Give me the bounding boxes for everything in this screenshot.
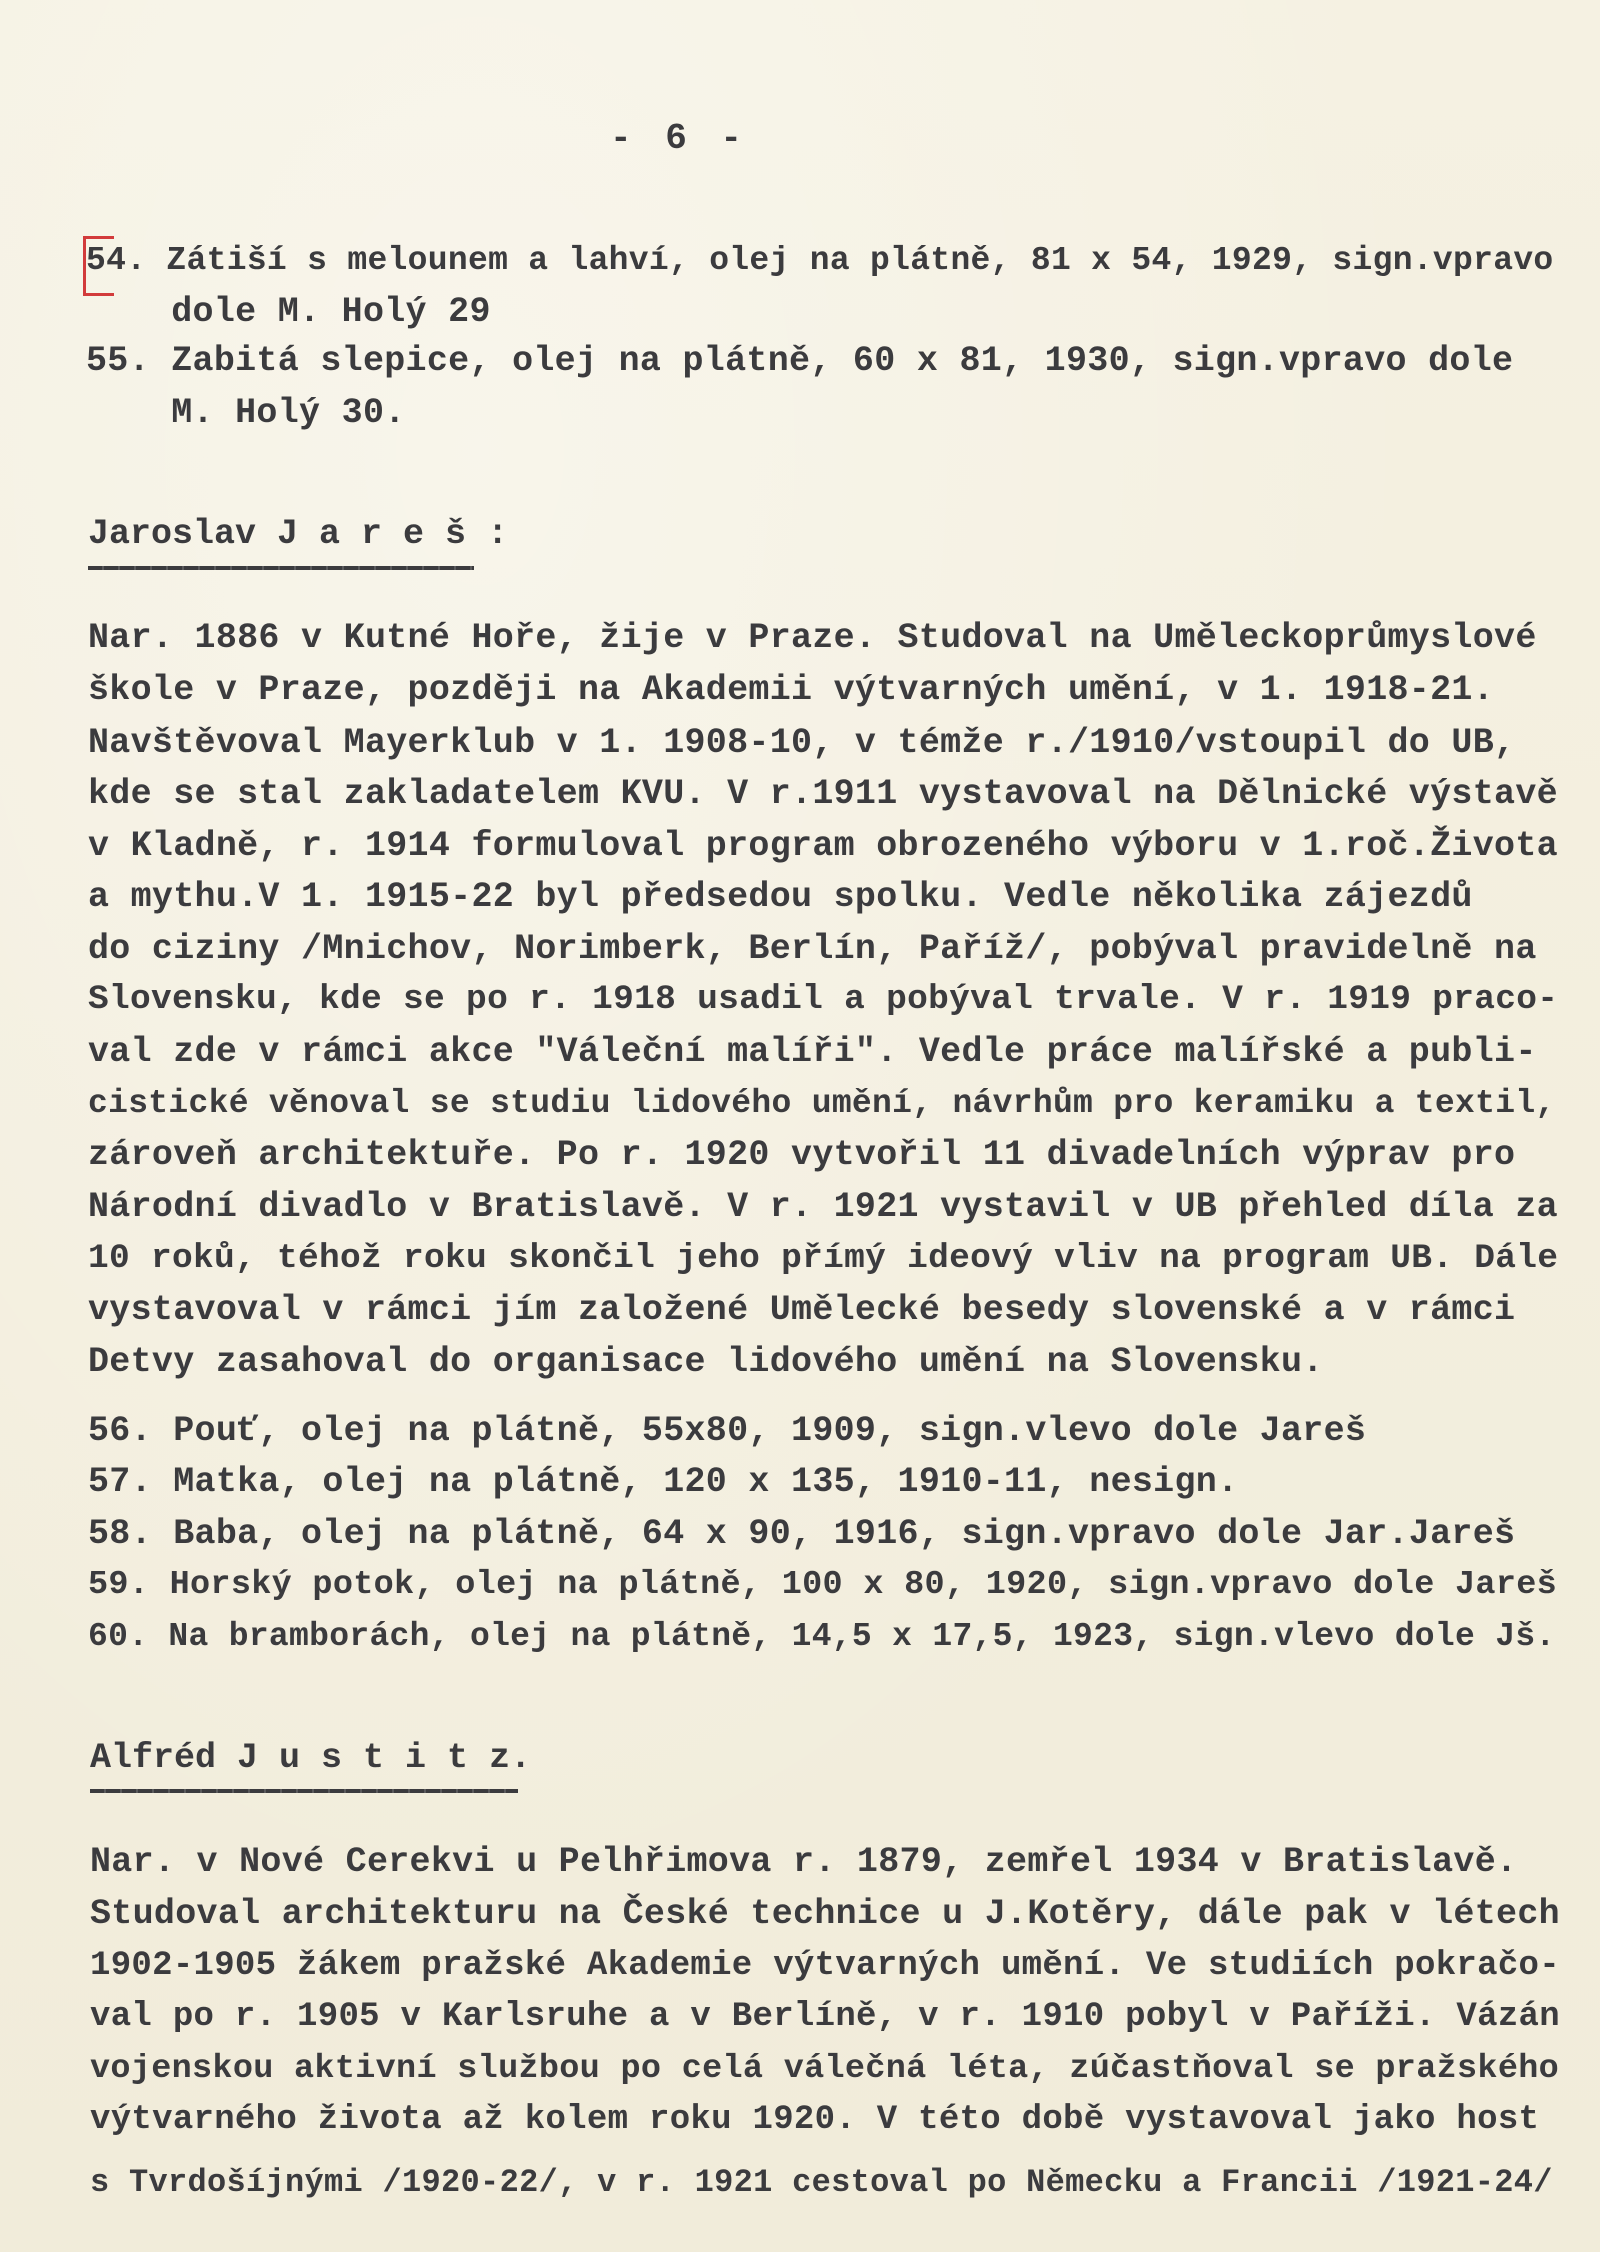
bio-line: val zde v rámci akce "Váleční malíři". Vedle práce malířské a publi- [88,1032,1537,1072]
bio-line: výtvarného života až kolem roku 1920. V této době vystavoval jako host [90,2101,1540,2139]
page-number: - 6 - [610,118,749,159]
bio-line: Nar. v Nové Cerekvi u Pelhřimova r. 1879, zemřel 1934 v Bratislavě. [90,1842,1518,1882]
bio-line: 1902-1905 žákem pražské Akademie výtvarných umění. Ve studiích pokračo- [90,1947,1560,1985]
bio-line: kde se stal zakladatelem KVU. V r.1911 vystavoval na Dělnické výstavě [88,774,1558,814]
bio-line: Slovensku, kde se po r. 1918 usadil a pobýval trvale. V r. 1919 praco- [88,980,1559,1019]
entry-line: dole M. Holý 29 [86,292,491,332]
bio-line: Navštěvoval Mayerklub v 1. 1908-10, v témže r./1910/vstoupil do UB, [88,723,1516,763]
bio-line: s Tvrdošíjnými /1920-22/, v r. 1921 cestoval po Německu a Francii /1921-24/ [90,2164,1553,2201]
work-item: 59. Horský potok, olej na plátně, 100 x 80, 1920, sign.vpravo dole Jareš [88,1566,1558,1604]
entry-line: M. Holý 30. [86,393,406,433]
bio-line: vystavoval v rámci jím založené Umělecké besedy slovenské a v rámci [88,1290,1516,1330]
bio-line: do ciziny /Mnichov, Norimberk, Berlín, Paříž/, pobýval pravidelně na [88,929,1537,969]
work-item: 60. Na bramborách, olej na plátně, 14,5 x 17,5, 1923, sign.vlevo dole Jš. [88,1618,1556,1655]
bio-line: cistické věnoval se studiu lidového umění, návrhům pro keramiku a textil, [88,1085,1556,1122]
bio-line: Národní divadlo v Bratislavě. V r. 1921 vystavil v UB přehled díla za [88,1187,1558,1227]
section-heading-justitz: Alfréd J u s t i t z. [90,1738,532,1778]
bio-line: škole v Praze, později na Akademii výtvarných umění, v 1. 1918-21. [88,670,1495,710]
work-item: 58. Baba, olej na plátně, 64 x 90, 1916, sign.vpravo dole Jar.Jareš [88,1514,1516,1554]
bio-line: a mythu.V 1. 1915-22 byl předsedou spolku. Vedle několika zájezdů [88,877,1473,917]
bio-line: Studoval architekturu na České technice u J.Kotěry, dále pak v létech [90,1894,1560,1934]
heading-underline [90,1789,518,1793]
work-item: 56. Pouť, olej na plátně, 55x80, 1909, sign.vlevo dole Jareš [88,1411,1367,1451]
bio-line: 10 roků, téhož roku skončil jeho přímý ideový vliv na program UB. Dále [88,1239,1559,1278]
bio-line: Detvy zasahoval do organisace lidového umění na Slovensku. [88,1342,1324,1382]
heading-underline [88,566,474,570]
section-heading-jares: Jaroslav J a r e š : [88,514,509,554]
bio-line: val po r. 1905 v Karlsruhe a v Berlíně, v r. 1910 pobyl v Paříži. Vázán [90,1998,1560,2036]
entry-line: 54. Zátiší s melounem a lahví, olej na plátně, 81 x 54, 1929, sign.vpravo [86,242,1554,279]
bio-line: vojenskou aktivní službou po celá válečná léta, zúčastňoval se pražského [90,2050,1560,2088]
bio-line: Nar. 1886 v Kutné Hoře, žije v Praze. Studoval na Uměleckoprůmyslové [88,618,1537,658]
entry-line: 55. Zabitá slepice, olej na plátně, 60 x 81, 1930, sign.vpravo dole [86,341,1514,381]
work-item: 57. Matka, olej na plátně, 120 x 135, 1910-11, nesign. [88,1462,1239,1502]
bio-line: v Kladně, r. 1914 formuloval program obrozeného výboru v 1.roč.Života [88,826,1558,866]
bio-line: zároveň architektuře. Po r. 1920 vytvořil 11 divadelních výprav pro [88,1135,1516,1175]
